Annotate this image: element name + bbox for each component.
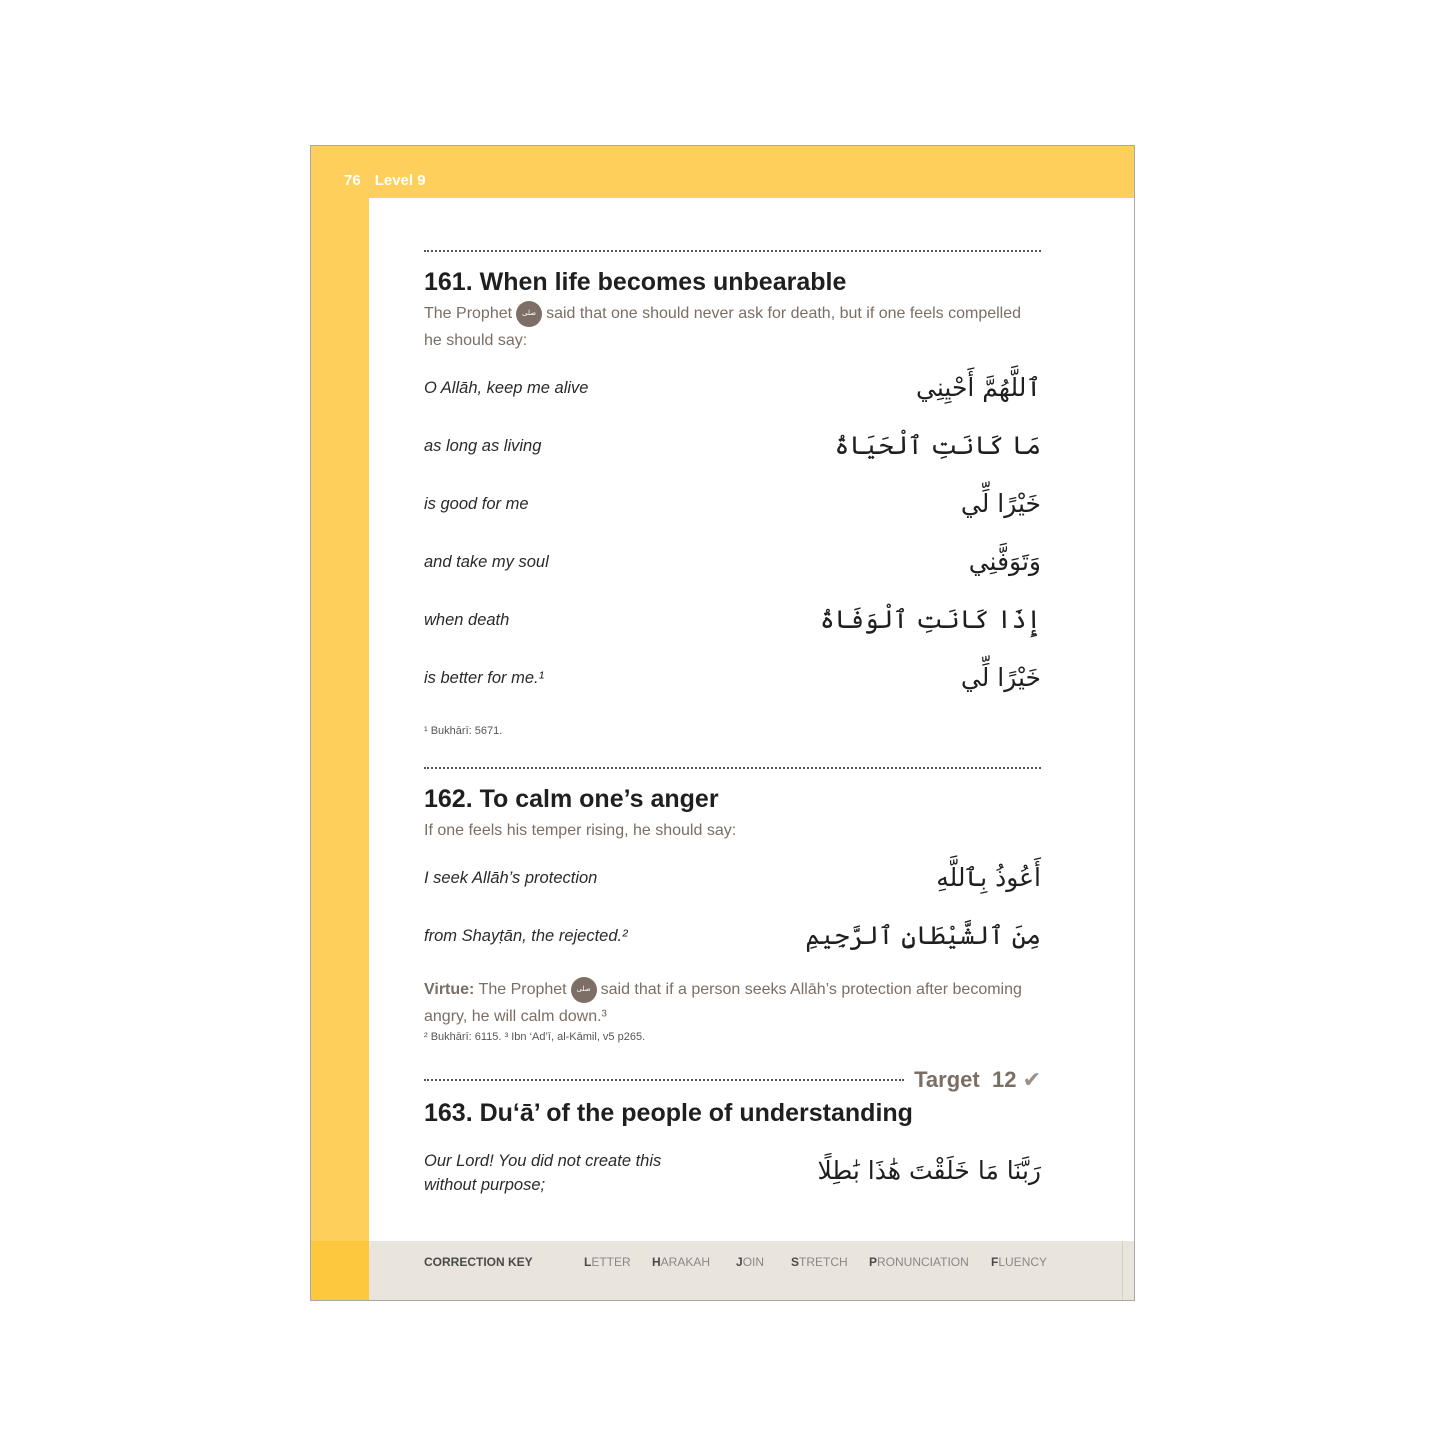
key-initial: J (736, 1255, 743, 1269)
level-label: Level 9 (374, 172, 426, 189)
page-header (344, 172, 440, 189)
dua-lines (424, 863, 1041, 974)
section-title: 163. Du‘ā’ of the people of understanding (424, 1099, 913, 1127)
intro-text: The Prophet (424, 305, 513, 322)
arabic-line: إِذَا كَانَتِ ٱلْوَفَاةُ (820, 605, 1041, 634)
footer-accent (311, 1241, 369, 1300)
translation-line: as long as living (424, 437, 542, 455)
translation-line: and take my soul (424, 553, 549, 571)
key-initial: F (991, 1255, 999, 1269)
target-row (424, 1067, 1041, 1093)
translation-line: is good for me (424, 495, 529, 513)
arabic-line: رَبَّنَا مَا خَلَقْتَ هَٰذَا بَٰطِلًا (817, 1156, 1041, 1185)
key-rest: OIN (742, 1255, 765, 1269)
virtue-text-part: said that if a person seeks Allāh’s protection after becoming angry, he will calm down.³ (424, 981, 1022, 1025)
dua-line (424, 547, 1041, 608)
arabic-line: وَتَوَفَّنِي (968, 547, 1041, 576)
key-rest: TRETCH (799, 1255, 848, 1269)
salawat-seal-icon: صلى (571, 977, 597, 1003)
translation-line: is better for me.¹ (424, 669, 545, 687)
arabic-line: أَعُوذُ بِٱللَّهِ (936, 863, 1041, 892)
arabic-line: خَيْرًا لِّي (960, 663, 1041, 692)
dua-lines (424, 373, 1041, 724)
footnote: ¹ Bukhārī: 5671. (424, 725, 503, 737)
key-rest: ARAKAH (660, 1255, 711, 1269)
target-label: Target (914, 1067, 980, 1092)
translation-line: Our Lord! You did not create this without purpose; (424, 1152, 662, 1194)
key-initial: S (791, 1255, 800, 1269)
correction-key-label: CORRECTION KEY (424, 1255, 533, 1269)
key-letter (584, 1255, 631, 1269)
page-number: 76 (344, 172, 361, 189)
arabic-line: مِنَ ٱلشَّيْطَانِ ٱلرَّجِيمِ (805, 921, 1041, 950)
check-icon: ✔ (1016, 1067, 1041, 1092)
key-harakah (652, 1255, 710, 1269)
section-intro (424, 300, 1041, 354)
key-pronunciation (869, 1255, 969, 1269)
target-value: 12 (991, 1067, 1017, 1092)
content-column (424, 250, 1041, 1197)
dua-line (424, 605, 1041, 666)
translation-line: from Shayṭān, the rejected.² (424, 927, 628, 945)
arabic-line: ٱللَّهُمَّ أَحْيِنِي (916, 373, 1041, 402)
target-badge (914, 1067, 1041, 1093)
dua-lines (424, 1149, 1041, 1197)
book-page (310, 145, 1135, 1301)
footer-edge (1122, 1241, 1123, 1300)
dua-line (424, 921, 1041, 974)
translation-line: when death (424, 611, 510, 629)
key-initial: L (584, 1255, 592, 1269)
key-fluency (991, 1255, 1047, 1269)
virtue-text (424, 976, 1041, 1030)
translation-line: I seek Allāh’s protection (424, 869, 598, 887)
section-title: 162. To calm one’s anger (424, 785, 719, 813)
key-rest: ETTER (591, 1255, 631, 1269)
correction-key-bar (311, 1241, 1134, 1300)
divider (424, 250, 1041, 252)
footnote: ² Bukhārī: 6115. ³ Ibn ‘Ad’ī, al-Kāmil, v5 p265. (424, 1031, 646, 1043)
dua-line (424, 373, 1041, 434)
translation-line: O Allāh, keep me alive (424, 379, 589, 397)
key-rest: LUENCY (998, 1255, 1048, 1269)
dua-line (424, 663, 1041, 724)
arabic-line: مَا كَانَتِ ٱلْحَيَاةُ (834, 431, 1041, 460)
section-title: 161. When life becomes unbearable (424, 268, 847, 296)
key-stretch (791, 1255, 848, 1269)
virtue-label: Virtue: (424, 981, 475, 998)
dua-line (424, 431, 1041, 492)
salawat-seal-icon: صلى (516, 301, 542, 327)
virtue-text-part: The Prophet (478, 981, 567, 998)
dua-line (424, 863, 1041, 924)
key-initial: H (652, 1255, 661, 1269)
page-content (369, 198, 1134, 1242)
intro-text: said that one should never ask for death, but if one feels compelled he should say: (424, 305, 1022, 349)
divider (424, 767, 1041, 769)
dua-line (424, 1149, 1041, 1197)
divider (424, 1079, 904, 1081)
key-rest: RONUNCIATION (877, 1255, 969, 1269)
section-intro: If one feels his temper rising, he should say: (424, 822, 737, 839)
dua-line (424, 489, 1041, 550)
key-initial: P (869, 1255, 878, 1269)
key-join (736, 1255, 764, 1269)
arabic-line: خَيْرًا لِّي (960, 489, 1041, 518)
